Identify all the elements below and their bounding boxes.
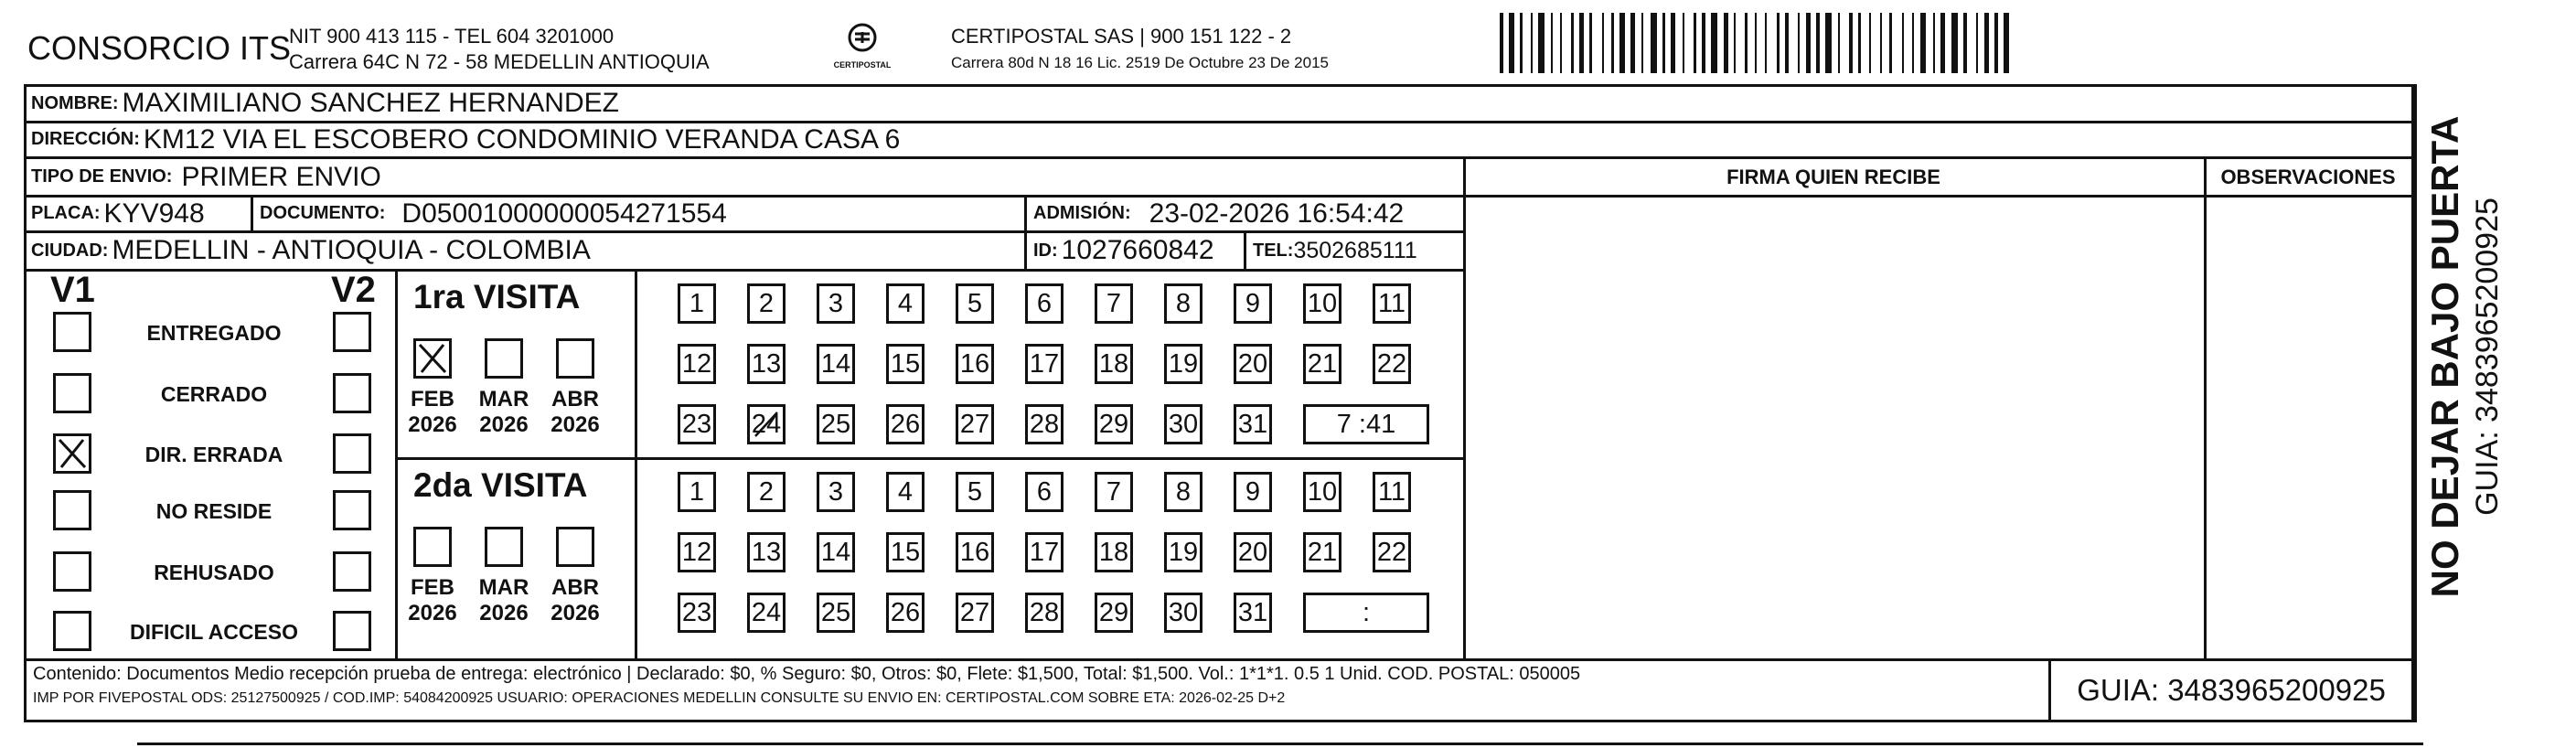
day-box[interactable] xyxy=(956,283,994,324)
visit-title: 2da VISITA xyxy=(413,466,588,504)
day-box[interactable] xyxy=(1095,344,1133,384)
barcode-bar xyxy=(1579,13,1584,73)
company-address: Carrera 64C N 72 - 58 MEDELLIN ANTIOQUIA xyxy=(289,50,710,73)
firma-header: FIRMA QUIEN RECIBE xyxy=(1726,165,1940,188)
day-box[interactable] xyxy=(956,472,994,512)
carrier-name: CERTIPOSTAL SAS | 900 151 122 - 2 xyxy=(951,25,1292,48)
barcode-bar xyxy=(1520,13,1523,73)
day-box[interactable] xyxy=(886,593,925,633)
barcode-bar xyxy=(1940,13,1945,73)
barcode xyxy=(1500,0,2204,82)
day-number: 15 xyxy=(890,537,921,567)
month-year: 2026 xyxy=(408,412,457,437)
barcode-bar xyxy=(1976,13,1978,73)
day-number: 22 xyxy=(1376,348,1407,379)
day-number: 6 xyxy=(1036,476,1053,507)
day-number: 29 xyxy=(1098,597,1129,627)
day-box[interactable] xyxy=(1164,532,1202,572)
id-value: 1027660842 xyxy=(1061,235,1214,265)
month-year: 2026 xyxy=(408,601,457,625)
day-number: 28 xyxy=(1029,597,1060,627)
barcode-bar xyxy=(1619,13,1625,73)
day-number: 5 xyxy=(967,288,983,318)
day-box[interactable] xyxy=(678,404,716,444)
id-row xyxy=(1033,232,1214,269)
day-box[interactable] xyxy=(817,593,855,633)
id-label: ID: xyxy=(1033,240,1058,261)
day-number: 16 xyxy=(959,348,990,379)
tipo-row xyxy=(31,159,381,195)
day-box[interactable] xyxy=(1164,344,1202,384)
status-option-label: NO RESIDE xyxy=(155,499,273,523)
day-number: 14 xyxy=(820,537,851,567)
day-box[interactable] xyxy=(886,472,925,512)
logo-icon xyxy=(844,23,881,56)
barcode-bar xyxy=(1531,13,1533,73)
day-number: 12 xyxy=(681,537,712,567)
barcode-bar xyxy=(1777,13,1780,73)
day-box[interactable] xyxy=(747,404,786,444)
day-number: 25 xyxy=(820,409,851,439)
day-box[interactable] xyxy=(1303,283,1341,324)
barcode-bar xyxy=(1571,13,1574,73)
day-box[interactable] xyxy=(1025,404,1064,444)
v2-checkbox[interactable] xyxy=(333,312,371,352)
admision-label: ADMISIÓN: xyxy=(1033,203,1131,223)
day-number: 21 xyxy=(1307,537,1338,567)
footer-content: Contenido: Documentos Medio recepción prueba de entrega: electrónico | Declarado: $0, % Seguro: $0, Otros: $0, Flete: $1,500, Total: $1,500. Vol.: 1*1*1. 0.5 1 Unid. COD. POSTAL: 050005 xyxy=(33,664,1581,684)
barcode-bar xyxy=(1963,13,1967,73)
day-box[interactable] xyxy=(1025,344,1064,384)
barcode-bar xyxy=(1994,13,1998,73)
day-number: 17 xyxy=(1029,348,1060,379)
logo-text: CERTIPOSTAL xyxy=(833,60,892,69)
day-number: 7 xyxy=(1106,288,1122,318)
day-box[interactable] xyxy=(886,344,925,384)
day-box[interactable] xyxy=(678,344,716,384)
day-box[interactable] xyxy=(1095,532,1133,572)
day-number: 19 xyxy=(1168,537,1199,567)
month-label xyxy=(476,387,531,438)
barcode-bar xyxy=(1589,13,1592,73)
day-mark-icon xyxy=(750,407,783,442)
day-number: 31 xyxy=(1237,597,1268,627)
month-name: FEB xyxy=(411,387,454,411)
v2-checkbox[interactable] xyxy=(333,373,371,413)
barcode-bar xyxy=(1630,13,1635,73)
ciudad-row xyxy=(31,232,591,269)
day-box[interactable] xyxy=(956,593,994,633)
barcode-bar xyxy=(1880,13,1882,73)
v2-checkbox[interactable] xyxy=(333,433,371,474)
direccion-value: KM12 VIA EL ESCOBERO CONDOMINIO VERANDA CASA 6 xyxy=(143,123,901,155)
nombre-label: NOMBRE: xyxy=(31,92,119,113)
day-box[interactable] xyxy=(817,283,855,324)
time-box[interactable]: 7 :41 xyxy=(1303,404,1429,444)
day-box[interactable] xyxy=(1164,593,1202,633)
tipo-value: PRIMER ENVIO xyxy=(181,161,381,192)
month-name: ABR xyxy=(551,387,599,411)
day-box[interactable] xyxy=(1025,593,1064,633)
day-box[interactable] xyxy=(678,532,716,572)
day-number: 27 xyxy=(959,597,990,627)
day-box[interactable] xyxy=(956,344,994,384)
day-box[interactable] xyxy=(1164,472,1202,512)
day-box[interactable] xyxy=(1234,404,1272,444)
barcode-bar xyxy=(1651,13,1657,73)
day-box[interactable] xyxy=(1095,593,1133,633)
day-box[interactable] xyxy=(886,404,925,444)
barcode-bar xyxy=(1683,13,1684,73)
month-name: MAR xyxy=(478,575,529,600)
day-number: 10 xyxy=(1307,288,1338,318)
barcode-bar xyxy=(1785,13,1789,73)
barcode-bar xyxy=(1755,13,1757,73)
status-option-label: CERRADO xyxy=(160,382,268,406)
month-year: 2026 xyxy=(479,412,529,437)
v2-checkbox[interactable] xyxy=(333,490,371,530)
day-number: 20 xyxy=(1237,348,1268,379)
day-box[interactable] xyxy=(1095,472,1133,512)
day-box[interactable] xyxy=(678,593,716,633)
month-name: MAR xyxy=(478,387,529,411)
v2-checkbox[interactable] xyxy=(333,611,371,651)
day-number: 14 xyxy=(820,348,851,379)
day-box[interactable] xyxy=(1303,344,1341,384)
day-number: 11 xyxy=(1377,288,1406,318)
v1-checkbox[interactable] xyxy=(53,551,91,592)
v2-checkbox[interactable] xyxy=(333,551,371,592)
day-number: 16 xyxy=(959,537,990,567)
day-number: 25 xyxy=(820,597,851,627)
day-number: 22 xyxy=(1376,537,1407,567)
day-box[interactable] xyxy=(1095,283,1133,324)
day-box[interactable] xyxy=(747,344,786,384)
barcode-bar xyxy=(1641,13,1643,73)
certipostal-logo xyxy=(830,23,894,69)
v1-checkbox[interactable] xyxy=(53,373,91,413)
day-number: 3 xyxy=(828,288,844,318)
day-box[interactable] xyxy=(1303,532,1341,572)
barcode-bar xyxy=(1509,13,1514,73)
day-box[interactable] xyxy=(1164,404,1202,444)
day-number: 15 xyxy=(890,348,921,379)
day-number: 24 xyxy=(751,597,782,627)
month-checkbox[interactable] xyxy=(413,338,452,379)
barcode-bar xyxy=(1984,13,1989,73)
day-box[interactable] xyxy=(886,283,925,324)
day-number: 13 xyxy=(751,537,782,567)
day-number: 9 xyxy=(1245,476,1261,507)
barcode-bar xyxy=(1602,13,1604,73)
day-number: 18 xyxy=(1098,348,1129,379)
barcode-bar xyxy=(1734,13,1736,73)
month-checkbox[interactable] xyxy=(485,527,523,567)
day-box[interactable] xyxy=(678,283,716,324)
day-box[interactable] xyxy=(747,472,786,512)
barcode-bar xyxy=(1538,13,1545,73)
day-box[interactable] xyxy=(1025,472,1064,512)
barcode-bar xyxy=(1611,13,1614,73)
barcode-bar xyxy=(2004,13,2009,73)
ciudad-label: CIUDAD: xyxy=(31,240,109,261)
day-number: 27 xyxy=(959,409,990,439)
day-box[interactable] xyxy=(817,532,855,572)
barcode-bar xyxy=(1694,13,1696,73)
barcode-bar xyxy=(1889,13,1892,73)
v2-header: V2 xyxy=(331,270,376,310)
barcode-bar xyxy=(1745,13,1748,73)
barcode-bar xyxy=(1912,13,1914,73)
barcode-bar xyxy=(1765,13,1767,73)
day-box[interactable] xyxy=(956,532,994,572)
tipo-label: TIPO DE ENVIO: xyxy=(31,166,173,187)
day-number: 23 xyxy=(681,409,712,439)
day-number: 12 xyxy=(681,348,712,379)
day-number: 11 xyxy=(1377,476,1406,507)
scan-edge xyxy=(137,743,2423,745)
tel-label: TEL: xyxy=(1253,240,1294,261)
day-number: 30 xyxy=(1168,409,1199,439)
barcode-bar xyxy=(1825,13,1832,73)
day-box[interactable] xyxy=(678,472,716,512)
day-number: 4 xyxy=(897,288,914,318)
visit-title: 1ra VISITA xyxy=(413,278,581,315)
month-label xyxy=(405,575,460,626)
day-box[interactable] xyxy=(1373,344,1411,384)
day-number: 31 xyxy=(1237,409,1268,439)
tel-value: 3502685111 xyxy=(1293,237,1417,263)
day-number: 23 xyxy=(681,597,712,627)
day-box[interactable] xyxy=(1234,344,1272,384)
day-box[interactable] xyxy=(1234,472,1272,512)
tel-row xyxy=(1253,232,1417,269)
status-option-label: DIFICIL ACCESO xyxy=(129,620,298,644)
status-option-label: REHUSADO xyxy=(154,561,274,584)
barcode-bar xyxy=(1838,13,1840,73)
barcode-bar xyxy=(1858,13,1861,73)
month-year: 2026 xyxy=(550,412,600,437)
day-number: 17 xyxy=(1029,537,1060,567)
day-box[interactable] xyxy=(1095,404,1133,444)
day-number: 7 xyxy=(1106,476,1122,507)
day-box[interactable] xyxy=(817,472,855,512)
time-box[interactable]: : xyxy=(1303,593,1429,633)
day-number: 18 xyxy=(1098,537,1129,567)
day-number: 29 xyxy=(1098,409,1129,439)
status-option-label: DIR. ERRADA xyxy=(144,443,283,466)
barcode-bar xyxy=(1816,13,1820,73)
direccion-label: DIRECCIÓN: xyxy=(31,129,140,149)
month-checkbox[interactable] xyxy=(485,338,523,379)
barcode-bar xyxy=(1551,13,1553,73)
month-label xyxy=(548,575,603,626)
barcode-bar xyxy=(1920,13,1926,73)
status-option-label: ENTREGADO xyxy=(146,321,282,345)
day-number: 5 xyxy=(967,476,983,507)
barcode-bar xyxy=(1798,13,1800,73)
day-number: 30 xyxy=(1168,597,1199,627)
side-guia: GUIA: 3483965200925 xyxy=(2470,198,2505,516)
barcode-bar xyxy=(1702,13,1705,73)
company-name: CONSORCIO ITS xyxy=(27,29,292,67)
v1-checkbox[interactable] xyxy=(53,312,91,352)
day-box[interactable] xyxy=(1373,472,1411,512)
day-number: 20 xyxy=(1237,537,1268,567)
day-box[interactable] xyxy=(817,404,855,444)
month-label xyxy=(476,575,531,626)
observaciones-header: OBSERVACIONES xyxy=(2220,165,2396,188)
footer-guia: GUIA: 3483965200925 xyxy=(2077,673,2386,707)
day-number: 10 xyxy=(1307,476,1338,507)
footer-imp: IMP POR FIVEPOSTAL ODS: 25127500925 / COD.IMP: 54084200925 USUARIO: OPERACIONES MEDELLIN CONSULTE SU ENVIO EN: CERTIPOSTAL.COM SOBRE ETA: 2026-02-25 D+2 xyxy=(33,690,1286,706)
day-box[interactable] xyxy=(747,283,786,324)
month-year: 2026 xyxy=(479,601,529,625)
month-year: 2026 xyxy=(550,601,600,625)
day-number: 24 xyxy=(751,409,782,439)
day-number: 8 xyxy=(1175,476,1192,507)
placa-value: KYV948 xyxy=(103,198,205,229)
day-number: 26 xyxy=(890,409,921,439)
barcode-bar xyxy=(1869,13,1871,73)
barcode-bar xyxy=(1933,13,1935,73)
direccion-row xyxy=(31,123,900,156)
barcode-bar xyxy=(1724,13,1728,73)
day-box[interactable] xyxy=(1234,532,1272,572)
nombre-row xyxy=(31,86,619,121)
day-box[interactable] xyxy=(1025,283,1064,324)
day-box[interactable] xyxy=(747,532,786,572)
month-name: ABR xyxy=(551,575,599,600)
ciudad-value: MEDELLIN - ANTIOQUIA - COLOMBIA xyxy=(112,235,591,265)
day-number: 1 xyxy=(689,476,705,507)
company-nit: NIT 900 413 115 - TEL 604 3201000 xyxy=(289,25,615,48)
barcode-bar xyxy=(1711,13,1717,73)
day-box[interactable] xyxy=(747,593,786,633)
barcode-bar xyxy=(1806,13,1811,73)
documento-label: DOCUMENTO: xyxy=(260,203,386,223)
barcode-bar xyxy=(1662,13,1665,73)
barcode-bar xyxy=(1849,13,1853,73)
admision-value: 23-02-2026 16:54:42 xyxy=(1149,198,1405,229)
day-box[interactable] xyxy=(1025,532,1064,572)
day-number: 6 xyxy=(1036,288,1053,318)
month-label xyxy=(405,387,460,438)
nombre-value: MAXIMILIANO SANCHEZ HERNANDEZ xyxy=(122,88,619,118)
day-number: 26 xyxy=(890,597,921,627)
day-number: 19 xyxy=(1168,348,1199,379)
barcode-bar xyxy=(1560,13,1562,73)
day-number: 1 xyxy=(689,288,705,318)
barcode-bar xyxy=(1671,13,1675,73)
month-checkbox[interactable] xyxy=(556,527,594,567)
day-number: 8 xyxy=(1175,288,1192,318)
day-number: 2 xyxy=(758,288,775,318)
day-number: 9 xyxy=(1245,288,1261,318)
day-box[interactable] xyxy=(956,404,994,444)
day-number: 28 xyxy=(1029,409,1060,439)
month-checkbox[interactable] xyxy=(556,338,594,379)
month-name: FEB xyxy=(411,575,454,600)
day-number: 4 xyxy=(897,476,914,507)
carrier-address: Carrera 80d N 18 16 Lic. 2519 De Octubre 23 De 2015 xyxy=(951,54,1329,71)
day-number: 3 xyxy=(828,476,844,507)
placa-row xyxy=(31,197,205,230)
day-box[interactable] xyxy=(817,344,855,384)
month-checkbox[interactable] xyxy=(413,527,452,567)
side-warning: NO DEJAR BAJO PUERTA xyxy=(2423,115,2466,598)
admision-row xyxy=(1033,197,1404,230)
day-box[interactable] xyxy=(1303,472,1341,512)
day-number: 13 xyxy=(751,348,782,379)
v1-checkbox[interactable] xyxy=(53,611,91,651)
day-number: 2 xyxy=(758,476,775,507)
barcode-bar xyxy=(1500,13,1503,73)
month-label xyxy=(548,387,603,438)
day-box[interactable] xyxy=(1373,532,1411,572)
barcode-bar xyxy=(1951,13,1958,73)
day-box[interactable] xyxy=(1373,283,1411,324)
v1-checkbox[interactable] xyxy=(53,433,91,474)
v1-header: V1 xyxy=(50,270,95,310)
day-box[interactable] xyxy=(1234,593,1272,633)
day-box[interactable] xyxy=(1164,283,1202,324)
barcode-bar xyxy=(1902,13,1904,73)
placa-label: PLACA: xyxy=(31,203,101,223)
v1-checkbox[interactable] xyxy=(53,490,91,530)
day-box[interactable] xyxy=(1234,283,1272,324)
documento-value: D05001000000054271554 xyxy=(401,198,727,229)
documento-row xyxy=(260,197,727,230)
day-box[interactable] xyxy=(886,532,925,572)
day-number: 21 xyxy=(1307,348,1338,379)
